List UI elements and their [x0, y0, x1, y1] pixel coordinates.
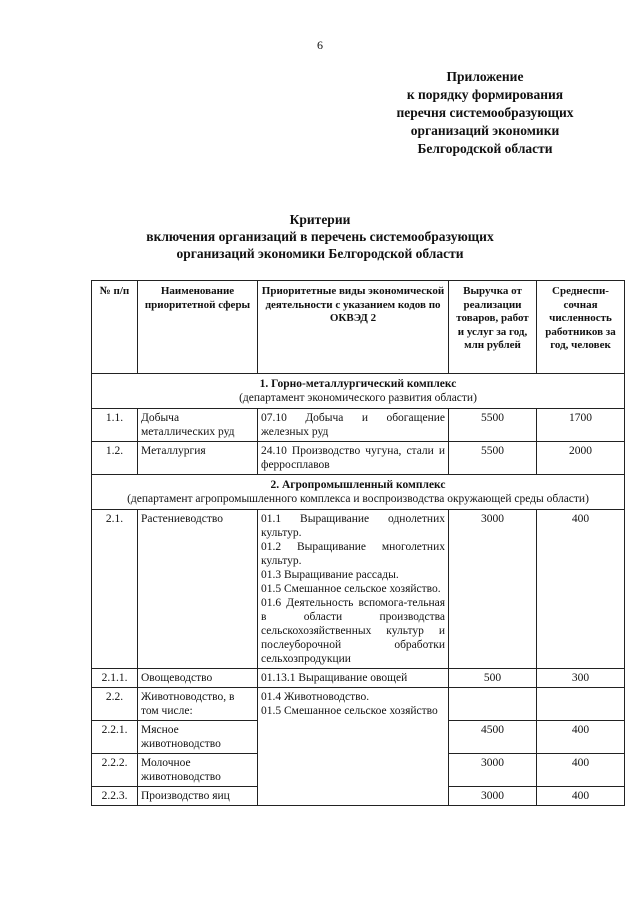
section-row — [92, 475, 625, 510]
section-subtitle: (департамент экономического развития области) — [239, 392, 477, 404]
row-activity: 07.10 Добыча и обогащение железных руд — [258, 409, 449, 442]
criteria-table-wrapper — [91, 280, 625, 806]
row-activity: 24.10 Производство чугуна, стали и ферросплавов — [258, 442, 449, 475]
row-revenue — [449, 688, 537, 721]
row-num: 2.2.2. — [92, 754, 138, 787]
appendix-line: организаций экономики — [410, 123, 560, 138]
appendix-line: Белгородской области — [417, 141, 553, 156]
appendix-line: к порядку формирования — [406, 87, 564, 102]
activity-item: 01.6 Деятельность вспомога-тельная в области производства сельскохозяйственных культур и послеуборочной обработки сельхозпродукции — [261, 597, 445, 665]
row-staff: 2000 — [537, 442, 625, 475]
row-revenue: 4500 — [449, 721, 537, 754]
table-row — [92, 409, 625, 442]
activity-item: 01.3 Выращивание рассады. — [261, 569, 399, 581]
appendix-line: перечня системообразующих — [396, 105, 574, 120]
activity-item: 01.5 Смешанное сельское хозяйство — [261, 705, 438, 717]
section-cell — [92, 475, 625, 510]
row-staff: 400 — [537, 510, 625, 669]
row-revenue: 5500 — [449, 409, 537, 442]
section-row — [92, 374, 625, 409]
document-title — [100, 211, 540, 262]
appendix-line: Приложение — [446, 69, 524, 84]
row-sphere: Овощеводство — [138, 669, 258, 688]
row-revenue: 3000 — [449, 510, 537, 669]
row-sphere: Добыча металлических руд — [138, 409, 258, 442]
header-num: № п/п — [92, 281, 138, 374]
row-activity — [258, 510, 449, 669]
activity-item: 01.5 Смешанное сельское хозяйство. — [261, 583, 441, 595]
table-header-row — [92, 281, 625, 374]
header-sphere: Наименование приоритетной сферы — [138, 281, 258, 374]
row-sphere: Растениеводство — [138, 510, 258, 669]
table-row — [92, 669, 625, 688]
page-number: 6 — [317, 38, 323, 52]
row-num: 1.2. — [92, 442, 138, 475]
section-cell — [92, 374, 625, 409]
row-revenue: 5500 — [449, 442, 537, 475]
activity-item: 01.2 Выращивание многолетних культур. — [261, 541, 445, 567]
row-activity: 01.13.1 Выращивание овощей — [258, 669, 449, 688]
row-num: 2.2.3. — [92, 787, 138, 806]
row-staff — [537, 688, 625, 721]
row-sphere: Животноводство, в том числе: — [138, 688, 258, 721]
row-staff: 300 — [537, 669, 625, 688]
section-title: 2. Агропромышленный комплекс — [270, 479, 446, 491]
row-num: 2.1.1. — [92, 669, 138, 688]
activity-item: 01.1 Выращивание однолетних культур. — [261, 513, 445, 539]
row-staff: 1700 — [537, 409, 625, 442]
title-line: включения организаций в перечень системообразующих — [146, 229, 494, 244]
row-staff: 400 — [537, 721, 625, 754]
appendix-block — [370, 68, 600, 158]
row-sphere: Мясное животноводство — [138, 721, 258, 754]
row-revenue: 500 — [449, 669, 537, 688]
row-revenue: 3000 — [449, 754, 537, 787]
title-line: организаций экономики Белгородской области — [176, 246, 464, 261]
row-sphere: Молочное животноводство — [138, 754, 258, 787]
row-num: 1.1. — [92, 409, 138, 442]
row-sphere: Металлургия — [138, 442, 258, 475]
section-title: 1. Горно-металлургический комплекс — [259, 378, 457, 390]
row-num: 2.2. — [92, 688, 138, 721]
row-staff: 400 — [537, 787, 625, 806]
title-line: Критерии — [289, 212, 351, 227]
header-revenue: Выручка от реализации товаров, работ и услуг за год, млн рублей — [449, 281, 537, 374]
section-subtitle: (департамент агропромышленного комплекса и воспроизводства окружающей среды области) — [127, 493, 589, 505]
table-row — [92, 442, 625, 475]
header-activity: Приоритетные виды экономической деятельности с указанием кодов по ОКВЭД 2 — [258, 281, 449, 374]
row-num: 2.1. — [92, 510, 138, 669]
header-staff: Среднеспи-сочная численность работников за год, человек — [537, 281, 625, 374]
table-row — [92, 510, 625, 669]
row-activity — [258, 688, 449, 806]
row-sphere: Производство яиц — [138, 787, 258, 806]
table-row — [92, 688, 625, 721]
row-num: 2.2.1. — [92, 721, 138, 754]
row-staff: 400 — [537, 754, 625, 787]
activity-item: 01.4 Животноводство. — [261, 691, 370, 703]
row-revenue: 3000 — [449, 787, 537, 806]
criteria-table — [91, 280, 625, 806]
